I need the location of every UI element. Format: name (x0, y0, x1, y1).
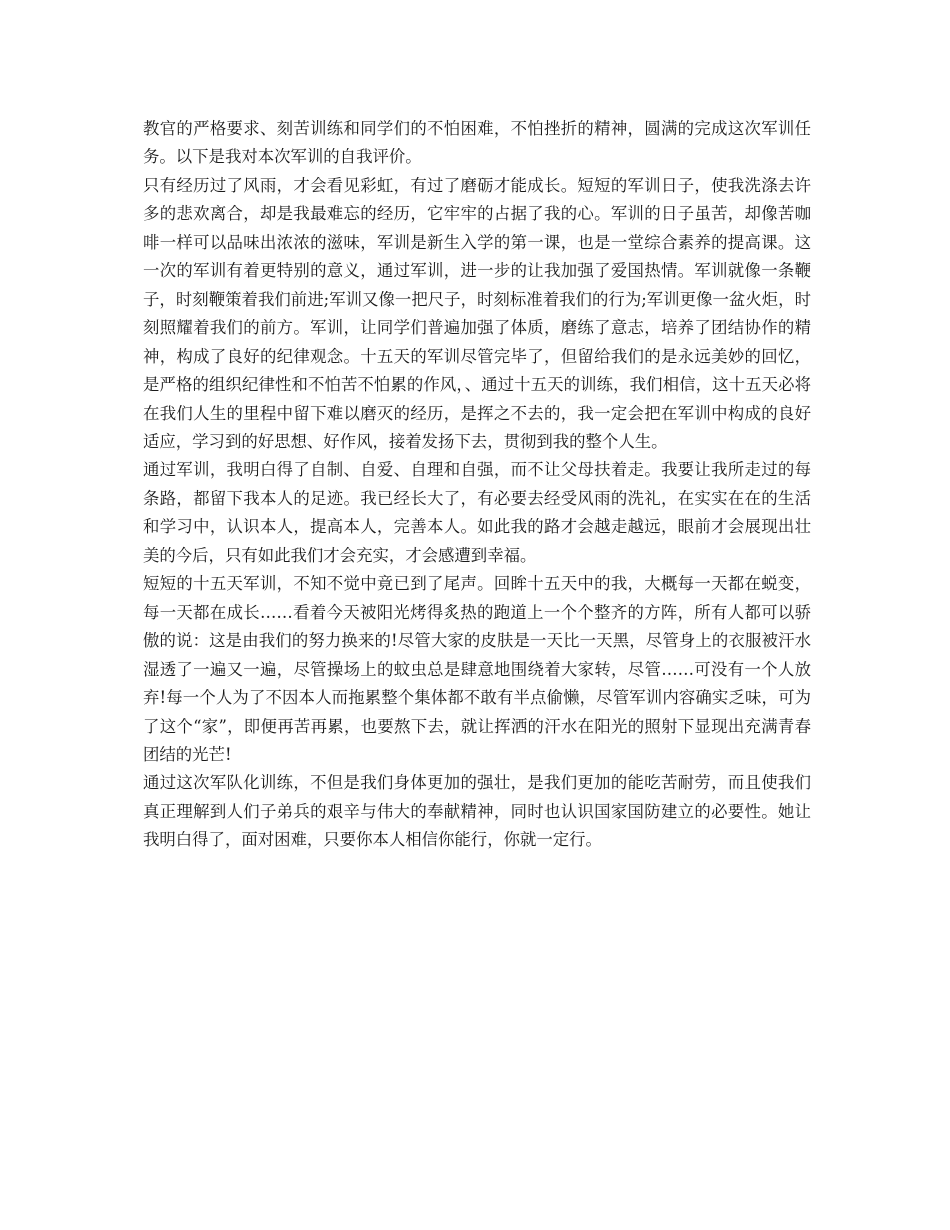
paragraph-5: 通过这次军队化训练，不但是我们身体更加的强壮，是我们更加的能吃苦耐劳，而且使我们真正理解到人们子弟兵的艰辛与伟大的奉献精神，同时也认识国家国防建立的必要性。她让我明白得了，面对困难，只要你本人相信你能行，你就一定行。 (143, 773, 811, 850)
paragraph-2: 只有经历过了风雨，才会看见彩虹，有过了磨砺才能成长。短短的军训日子，使我洗涤去许多的悲欢离合，却是我最难忘的经历，它牢牢的占据了我的心。军训的日子虽苦，却像苦咖啡一样可以品味出浓浓的滋味，军训是新生入学的第一课，也是一堂综合素养的提高课。这一次的军训有着更特别的意义，通过军训，进一步的让我加强了爱国热情。军训就像一条鞭子，时刻鞭策着我们前进;军训又像一把尺子，时刻标准着我们的行为;军训更像一盆火炬，时刻照耀着我们的前方。军训，让同学们普遍加强了体质，磨练了意志，培养了团结协作的精神，构成了良好的纪律观念。十五天的军训尽管完毕了，但留给我们的是永远美妙的回忆，是严格的组织纪律性和不怕苦不怕累的作风，、通过十五天的训练，我们相信，这十五天必将在我们人生的里程中留下难以磨灭的经历，是挥之不去的，我一定会把在军训中构成的良好适应，学习到的好思想、好作风，接着发扬下去，贯彻到我的整个人生。 (143, 175, 811, 451)
document-body (143, 115, 811, 855)
paragraph-4: 短短的十五天军训，不知不觉中竟已到了尾声。回眸十五天中的我，大概每一天都在蜕变，每一天都在成长……看着今天被阳光烤得炙热的跑道上一个个整齐的方阵，所有人都可以骄傲的说：这是由我们的努力换来的!尽管大家的皮肤是一天比一天黑，尽管身上的衣服被汗水湿透了一遍又一遍，尽管操场上的蚊虫总是肆意地围绕着大家转，尽管……可没有一个人放弃!每一个人为了不因本人而拖累整个集体都不敢有半点偷懒，尽管军训内容确实乏味，可为了这个“家”，即便再苦再累，也要熬下去，就让挥洒的汗水在阳光的照射下显现出充满青春团结的光芒! (143, 574, 811, 764)
paragraph-1: 教官的严格要求、刻苦训练和同学们的不怕困难，不怕挫折的精神，圆满的完成这次军训任务。以下是我对本次军训的自我评价。 (143, 119, 811, 167)
paragraph-3: 通过军训，我明白得了自制、自爱、自理和自强，而不让父母扶着走。我要让我所走过的每条路，都留下我本人的足迹。我已经长大了，有必要去经受风雨的洗礼，在实实在在的生活和学习中，认识本人，提高本人，完善本人。如此我的路才会越走越远，眼前才会展现出壮美的今后，只有如此我们才会充实，才会感遭到幸福。 (143, 460, 811, 565)
